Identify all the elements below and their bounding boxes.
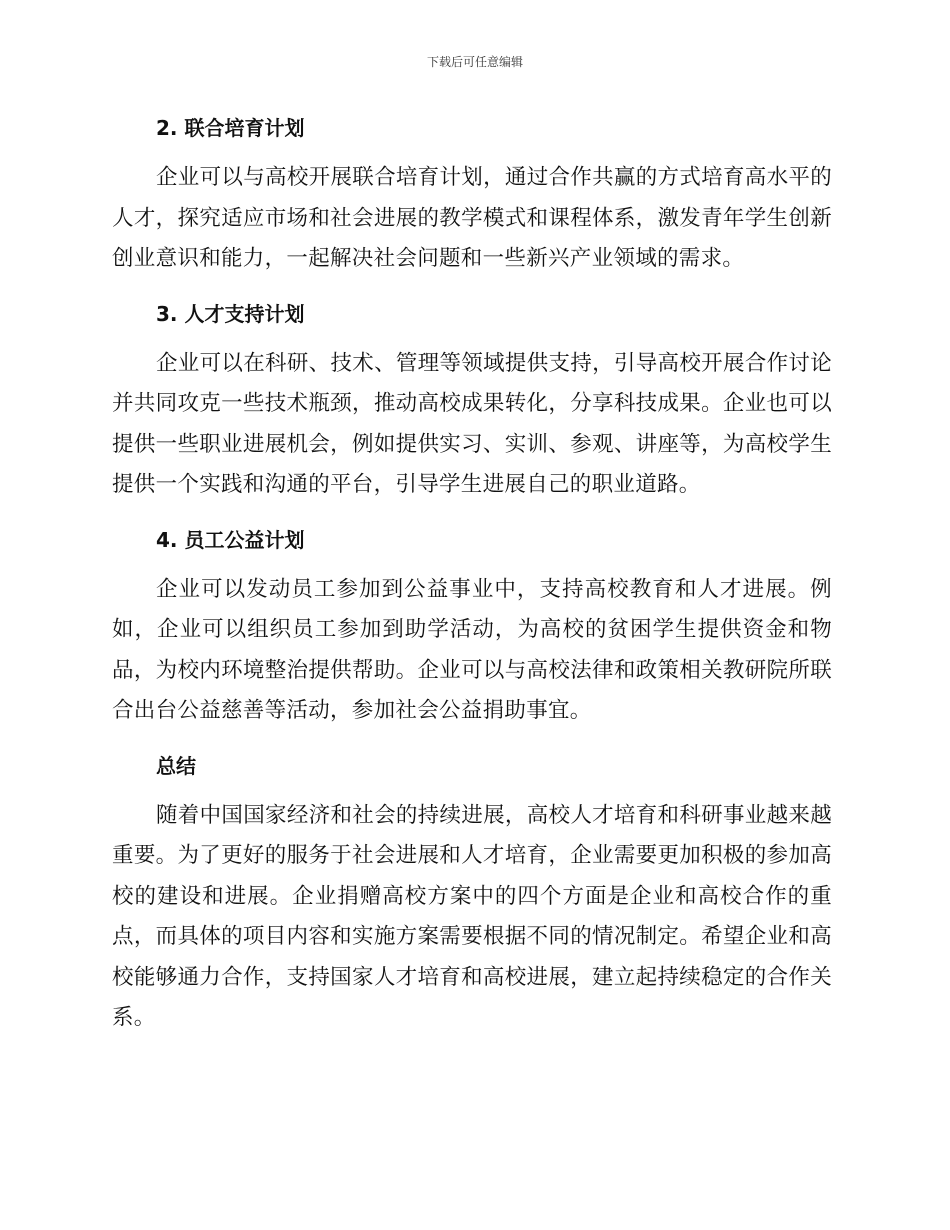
- section-body-summary: 随着中国国家经济和社会的持续进展，高校人才培育和科研事业越来越重要。为了更好的服务于社会进展和人才培育，企业需要更加积极的参加高校的建设和进展。企业捐赠高校方案中的四个方面是企业和高校合作的重点，而具体的项目内容和实施方案需要根据不同的情况制定。希望企业和高校能够通力合作，支持国家人才培育和高校进展，建立起持续稳定的合作关系。: [112, 802, 832, 1030]
- page-header-note: 下载后可任意编辑: [426, 55, 523, 69]
- section-heading-employee-charity: 4. 员工公益计划: [156, 527, 305, 552]
- section-body-talent-support: 企业可以在科研、技术、管理等领域提供支持，引导高校开展合作讨论并共同攻克一些技术瓶颈，推动高校成果转化，分享科技成果。企业也可以提供一些职业进展机会，例如提供实习、实训、参观、讲座等，为高校学生提供一个实践和沟通的平台，引导学生进展自己的职业道路。: [112, 350, 832, 497]
- document-body: [112, 108, 832, 1039]
- section-body-joint-training: 企业可以与高校开展联合培育计划，通过合作共赢的方式培育高水平的人才，探究适应市场和社会进展的教学模式和课程体系，激发青年学生创新创业意识和能力，一起解决社会问题和一些新兴产业领域的需求。: [112, 165, 832, 271]
- section-heading-talent-support: 3. 人才支持计划: [156, 301, 305, 326]
- section-heading-joint-training: 2. 联合培育计划: [156, 116, 305, 140]
- section-body-employee-charity: 企业可以发动员工参加到公益事业中，支持高校教育和人才进展。例如，企业可以组织员工参加到助学活动，为高校的贫困学生提供资金和物品，为校内环境整治提供帮助。企业可以与高校法律和政策相关教研院所联合出台公益慈善等活动，参加社会公益捐助事宜。: [112, 576, 832, 723]
- section-heading-summary: 总结: [156, 753, 196, 778]
